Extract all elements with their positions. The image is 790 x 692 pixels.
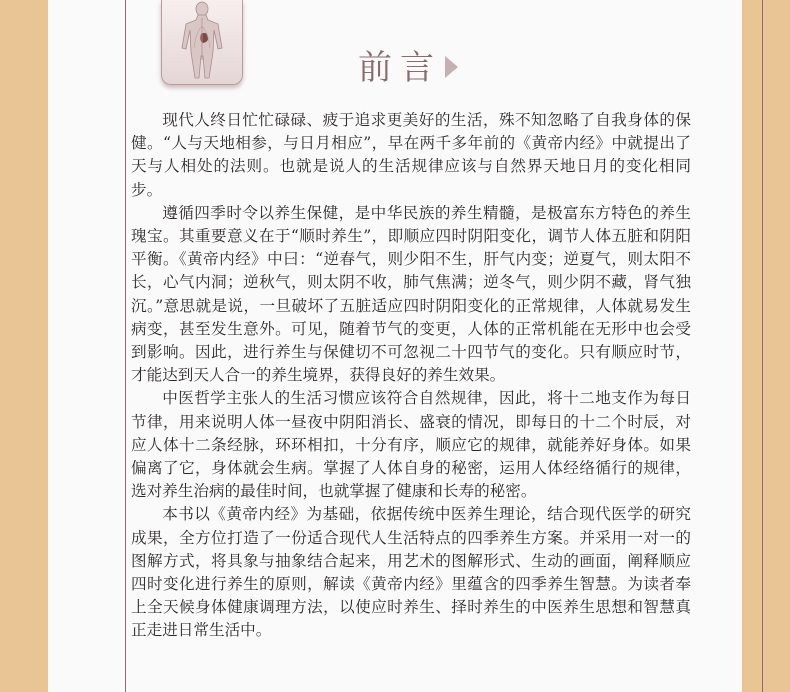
title-arrow-icon xyxy=(445,56,458,78)
left-margin-rule xyxy=(125,0,126,692)
paragraph-1: 现代人终日忙忙碌碌、疲于追求更美好的生活，殊不知忽略了自我身体的保健。“人与天地相参，与日月相应”，早在两千多年前的《黄帝内经》中就提出了天与人相处的法则。也就是说人的生活规律应该与自然界天地日月的变化相同步。 xyxy=(131,111,691,199)
paragraph-4: 本书以《黄帝内经》为基础，依据传统中医养生理论，结合现代医学的研究成果，全方位打造了一份适合现代人生活特点的四季养生方案。并采用一对一的图解方式，将具象与抽象结合起来，用艺术的图解形式、生动的画面，阐释顺应四时变化进行养生的原则，解读《黄帝内经》里蕴含的四季养生智慧。为读者奉上全天候身体健康调理方法，以使应时养生、择时养生的中医养生思想和智慧真正走进日常生活中。 xyxy=(131,505,691,640)
preface-text xyxy=(131,109,691,643)
right-margin-rule xyxy=(762,0,763,692)
human-body-icon xyxy=(162,0,242,84)
body-illustration xyxy=(161,0,243,85)
paragraph-2: 遵循四季时令以养生保健，是中华民族的养生精髓，是极富东方特色的养生瑰宝。其重要意义在于“顺时养生”，即顺应四时阴阳变化，调节人体五脏和阴阳平衡。《黄帝内经》中曰：“逆春气，则少阳不生，肝气内变；逆夏气，则太阳不长，心气内洞；逆秋气，则太阴不收，肺气焦满；逆冬气，则少阴不藏，肾气独沉。”意思就是说，一旦破坏了五脏适应四时阴阳变化的正常规律，人体就易发生病变，甚至发生意外。可见，随着节气的变更，人体的正常机能在无形中也会受到影响。因此，进行养生与保健切不可忽视二十四节气的变化。只有顺应时节，才能达到天人合一的养生境界，获得良好的养生效果。 xyxy=(131,203,691,385)
page-title: 前言 xyxy=(358,48,442,88)
paragraph-3: 中医哲学主张人的生活习惯应该符合自然规律，因此，将十二地支作为每日节律，用来说明人体一昼夜中阴阳消长、盛衰的情况，即每日的十二个时辰，对应人体十二条经脉，环环相扣，十分有序，顺应它的规律，就能养好身体。如果偏离了它，身体就会生病。掌握了人体自身的秘密，运用人体经络循行的规律，选对养生治病的最佳时间，也就掌握了健康和长寿的秘密。 xyxy=(131,389,691,501)
